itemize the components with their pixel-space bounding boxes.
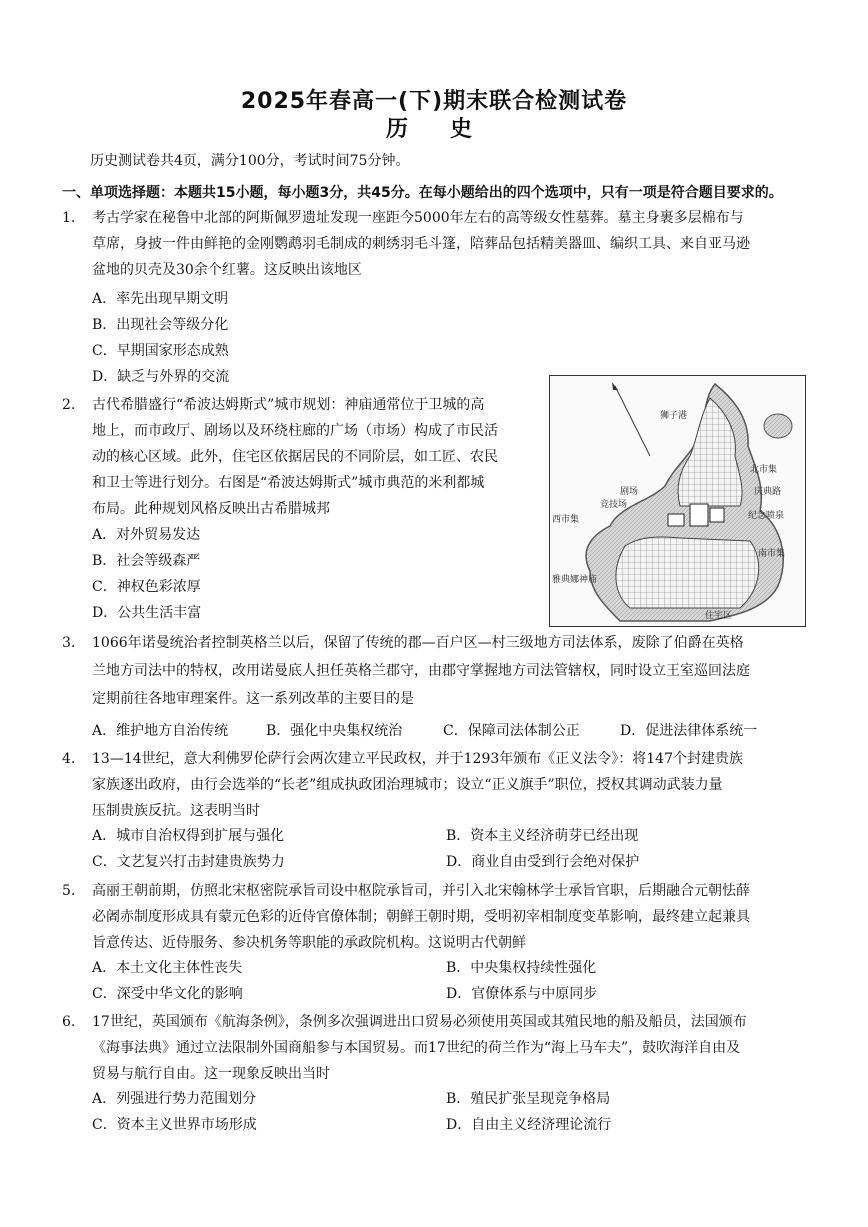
question-6 xyxy=(62,1009,822,1089)
option-c[interactable]: C．早期国家形态成熟 xyxy=(92,343,229,359)
map-label: 剧场 xyxy=(620,487,639,497)
question-text: 贸易与航行自由。这一现象反映出当时 xyxy=(92,1066,330,1082)
exam-title: 2025年春高一(下)期末联合检测试卷 xyxy=(240,89,628,114)
question-text: 17世纪，英国颁布《航海条例》，条例多次强调进出口贸易必须使用英国或其殖民地的船及船员，法国颁布 xyxy=(92,1014,747,1030)
option-b[interactable]: B．殖民扩张呈现竞争格局 xyxy=(446,1091,611,1107)
question-text: 家族逐出政府，由行会选举的“长老”组成执政团治理城市；设立“正义旗手”职位，授权其调动武装力量 xyxy=(92,777,723,793)
miletus-city-map xyxy=(549,375,806,627)
question-2 xyxy=(62,392,542,522)
option-b[interactable]: B．社会等级森严 xyxy=(92,553,201,569)
question-text: 考古学家在秘鲁中北部的阿斯佩罗遗址发现一座距今5000年左右的高等级女性墓葬。墓主身裹多层棉布与 xyxy=(92,210,744,226)
question-number: 4. xyxy=(62,751,76,767)
map-label: 竞技场 xyxy=(600,500,628,510)
question-text: 兰地方司法中的特权，改用诺曼底人担任英格兰郡守，由郡守掌握地方司法管辖权，同时设立王室巡回法庭 xyxy=(92,663,750,679)
question-number: 3. xyxy=(62,635,76,651)
option-d[interactable]: D．自由主义经济理论流行 xyxy=(446,1117,612,1133)
option-b[interactable]: B．资本主义经济萌芽已经出现 xyxy=(446,828,639,844)
question-text: 动的核心区域。此外，住宅区依据居民的不同阶层，如工匠、农民 xyxy=(92,449,498,465)
option-a[interactable]: A．维护地方自治传统 xyxy=(92,723,229,739)
map-label: 雅典娜神庙 xyxy=(552,575,598,585)
question-text: 1066年诺曼统治者控制英格兰以后，保留了传统的郡—百户区—村三级地方司法体系，废除了伯爵在英格 xyxy=(92,635,744,651)
map-label: 庆典路 xyxy=(754,487,782,497)
option-d[interactable]: D．官僚体系与中原同步 xyxy=(446,986,598,1002)
question-text: 布局。此种规划风格反映出古希腊城邦 xyxy=(92,501,330,517)
section-heading: 一、单项选择题：本题共15小题，每小题3分，共45分。在每小题给出的四个选项中，只有一项是符合题目要求的。 xyxy=(62,185,783,201)
map-label: 狮子港 xyxy=(660,411,688,421)
map-label: 西市集 xyxy=(552,515,580,525)
question-text: 《海事法典》通过立法限制外国商船参与本国贸易。而17世纪的荷兰作为“海上马车夫”，鼓吹海洋自由及 xyxy=(92,1040,741,1056)
option-a[interactable]: A．城市自治权得到扩展与强化 xyxy=(92,828,285,844)
exam-intro: 历史测试卷共4页，满分100分，考试时间75分钟。 xyxy=(90,153,410,169)
map-label: 北市集 xyxy=(750,465,778,475)
option-a[interactable]: A．本土文化主体性丧失 xyxy=(92,960,243,976)
option-b[interactable]: B．中央集权持续性强化 xyxy=(446,960,597,976)
question-text: 和卫士等进行划分。右图是“希波达姆斯式”城市典范的米利都城 xyxy=(92,475,485,491)
option-a[interactable]: A．对外贸易发达 xyxy=(92,527,201,543)
map-label: 纪念喷泉 xyxy=(748,511,785,521)
question-text: 定期前往各地审理案件。这一系列改革的主要目的是 xyxy=(92,691,414,707)
question-text: 旨意传达、近侍服务、参决机务等职能的承政院机构。这说明古代朝鲜 xyxy=(92,935,526,951)
map-label: 住宅区 xyxy=(705,611,733,621)
option-d[interactable]: D．促进法律体系统一 xyxy=(620,723,758,739)
question-text: 盆地的贝壳及30余个红薯。这反映出该地区 xyxy=(92,262,362,278)
question-text: 古代希腊盛行“希波达姆斯式”城市规划：神庙通常位于卫城的高 xyxy=(92,397,485,413)
question-text: 高丽王朝前期，仿照北宋枢密院承旨司设中枢院承旨司，并引入北宋翰林学士承旨官职，后期融合元朝怯薛 xyxy=(92,883,750,899)
option-d[interactable]: D．商业自由受到行会绝对保护 xyxy=(446,854,640,870)
map-label: 南市集 xyxy=(758,549,786,559)
question-text: 地上，而市政厅、剧场以及环绕柱廊的广场（市场）构成了市民活 xyxy=(92,423,498,439)
question-4 xyxy=(62,746,822,826)
question-5 xyxy=(62,878,822,958)
option-c[interactable]: C．保障司法体制公正 xyxy=(443,723,580,739)
option-d[interactable]: D．公共生活丰富 xyxy=(92,605,202,621)
question-number: 1. xyxy=(62,210,76,226)
option-c[interactable]: C．神权色彩浓厚 xyxy=(92,579,201,595)
subject-title: 历 史 xyxy=(385,117,482,142)
option-c[interactable]: C．资本主义世界市场形成 xyxy=(92,1117,257,1133)
question-text: 13—14世纪，意大利佛罗伦萨行会两次建立平民政权，并于1293年颁布《正义法令》：将147个封建贵族 xyxy=(92,751,743,767)
question-text: 草席，身披一件由鲜艳的金刚鹦鹉羽毛制成的刺绣羽毛斗篷，陪葬品包括精美器皿、编织工具、来自亚马逊 xyxy=(92,236,750,252)
question-number: 2. xyxy=(62,397,76,413)
option-a[interactable]: A．率先出现早期文明 xyxy=(92,291,229,307)
question-text: 必阇赤制度形成具有蒙元色彩的近侍官僚体制；朝鲜王朝时期，受明初宰相制度变革影响，最终建立起兼具 xyxy=(92,909,750,925)
question-number: 6. xyxy=(62,1014,76,1030)
question-3 xyxy=(62,630,822,710)
option-c[interactable]: C．文艺复兴打击封建贵族势力 xyxy=(92,854,285,870)
option-a[interactable]: A．列强进行势力范围划分 xyxy=(92,1091,257,1107)
option-d[interactable]: D．缺乏与外界的交流 xyxy=(92,369,230,385)
option-b[interactable]: B．强化中央集权统治 xyxy=(266,723,403,739)
question-number: 5. xyxy=(62,883,76,899)
question-1 xyxy=(62,205,822,285)
question-text: 压制贵族反抗。这表明当时 xyxy=(92,803,260,819)
option-c[interactable]: C．深受中华文化的影响 xyxy=(92,986,243,1002)
option-b[interactable]: B．出现社会等级分化 xyxy=(92,317,229,333)
